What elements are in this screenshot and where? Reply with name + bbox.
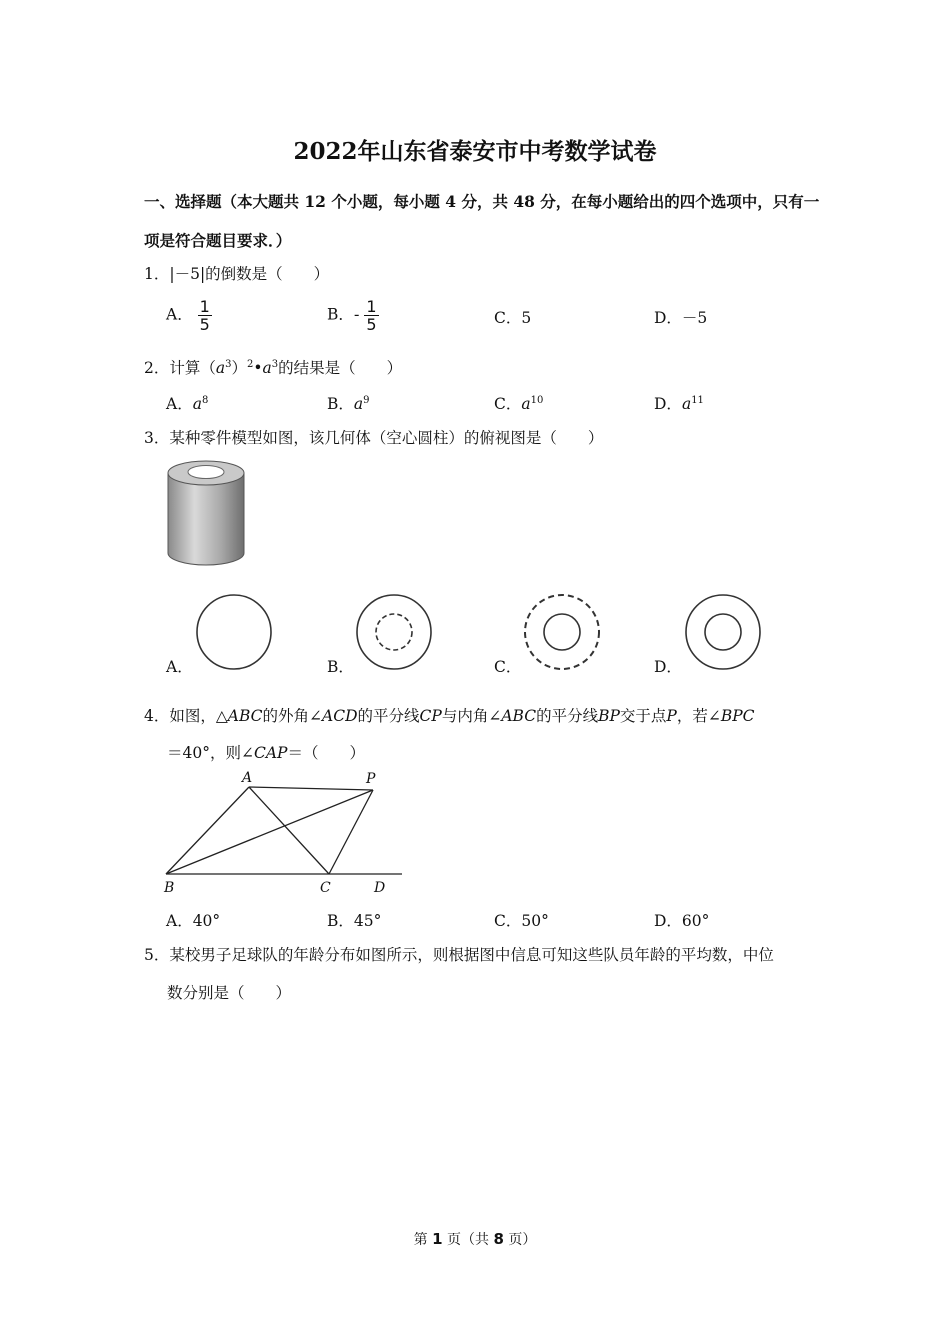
q1-option-b-denominator: 5 bbox=[366, 315, 377, 334]
figure-label-b: B bbox=[164, 880, 175, 896]
q1-option-a-denominator: 5 bbox=[199, 315, 210, 334]
q2-option-d-exp: 11 bbox=[691, 395, 704, 406]
q4-cap: CAP bbox=[253, 744, 288, 762]
q3-option-d-label: D． bbox=[654, 658, 682, 676]
q2-option-d bbox=[654, 392, 704, 414]
q4-abc-2: ABC bbox=[501, 707, 537, 725]
figure-label-a: A bbox=[242, 770, 253, 786]
q4-bpc: BPC bbox=[720, 707, 755, 725]
question-5-stem-line2: 数分别是（ ） bbox=[167, 984, 292, 1002]
q1-option-a-numerator: 1 bbox=[199, 297, 210, 316]
q1-option-b-numerator: 1 bbox=[366, 297, 377, 316]
q4-option-b: B．45° bbox=[327, 912, 382, 930]
question-2-stem bbox=[144, 356, 402, 378]
q4-text-9: ＝（ ） bbox=[287, 744, 365, 762]
q2-exp2: 2 bbox=[247, 359, 254, 370]
q4-text-2: 的外角∠ bbox=[262, 707, 323, 725]
footer-text-1: 第 bbox=[413, 1232, 433, 1248]
q2-option-a-label: A． bbox=[166, 395, 193, 413]
q2-option-c-exp: 10 bbox=[530, 395, 544, 406]
figure-label-p: P bbox=[366, 771, 376, 787]
question-1-stem: 1．|－5|的倒数是（ ） bbox=[144, 265, 330, 283]
q4-text-3: 的平分线 bbox=[357, 707, 420, 725]
footer-page-number: 1 bbox=[432, 1230, 443, 1248]
figure-label-d: D bbox=[374, 880, 386, 896]
q2-prefix: 2．计算（ bbox=[144, 359, 216, 377]
q2-option-b bbox=[327, 392, 370, 414]
question-3-stem: 3．某种零件模型如图，该几何体（空心圆柱）的俯视图是（ ） bbox=[144, 429, 604, 447]
q3-option-a-figure bbox=[194, 592, 274, 672]
q2-var: a bbox=[215, 359, 226, 377]
q3-option-b-figure bbox=[354, 592, 434, 672]
triangle-bisector-figure bbox=[160, 766, 410, 898]
q2-var2: a bbox=[262, 359, 272, 377]
q1-option-a-label: A． bbox=[166, 305, 193, 324]
q4-point-p: P bbox=[666, 707, 677, 725]
q2-exp1: 3 bbox=[225, 359, 232, 370]
q2-option-d-label: D． bbox=[654, 395, 682, 413]
q4-acd: ACD bbox=[322, 707, 358, 725]
q1-option-a bbox=[166, 298, 212, 333]
q2-option-b-label: B． bbox=[327, 395, 354, 413]
q2-option-a-var: a bbox=[192, 395, 202, 413]
q4-text-7: ，若∠ bbox=[676, 707, 721, 725]
q1-option-c: C．5 bbox=[494, 309, 532, 327]
section-heading-line1: 一、选择题（本大题共 12 个小题，每小题 4 分，共 48 分，在每小题给出的四个选项中，只有一 bbox=[144, 192, 820, 211]
hollow-cylinder-figure bbox=[162, 455, 252, 571]
q4-text-4: 与内角∠ bbox=[441, 707, 502, 725]
footer-text-2: 页（共 bbox=[442, 1232, 494, 1248]
q1-option-d: D．－5 bbox=[654, 309, 708, 327]
q2-option-d-var: a bbox=[681, 395, 692, 413]
q1-option-b-fraction bbox=[364, 298, 378, 333]
q2-dot: • bbox=[253, 359, 263, 377]
page-title: 2022年山东省泰安市中考数学试卷 bbox=[293, 138, 657, 165]
question-4-stem-line1 bbox=[144, 704, 755, 726]
q2-option-a bbox=[166, 392, 208, 414]
q3-option-c-label: C． bbox=[494, 658, 522, 676]
q4-text-5: 的平分线 bbox=[536, 707, 599, 725]
q1-option-b-sign: - bbox=[353, 305, 360, 324]
q4-bp: BP bbox=[598, 707, 620, 725]
q1-option-a-fraction bbox=[198, 298, 212, 333]
page-footer bbox=[0, 1229, 950, 1249]
q4-option-a: A．40° bbox=[166, 912, 221, 930]
q4-text-6: 交于点 bbox=[619, 707, 667, 725]
question-5-stem-line1: 5．某校男子足球队的年龄分布如图所示，则根据图中信息可知这些队员年龄的平均数，中位 bbox=[144, 946, 774, 964]
q4-option-d: D．60° bbox=[654, 912, 710, 930]
q2-option-b-exp: 9 bbox=[363, 395, 370, 406]
footer-total-pages: 8 bbox=[493, 1230, 504, 1248]
q2-mid: ） bbox=[231, 359, 248, 377]
figure-label-c: C bbox=[320, 880, 331, 896]
q1-option-b-label: B． bbox=[327, 305, 354, 324]
q4-text-8: ＝40°，则∠ bbox=[167, 744, 254, 762]
q2-option-c-label: C． bbox=[494, 395, 522, 413]
q2-option-a-exp: 8 bbox=[201, 395, 209, 406]
question-4-stem-line2 bbox=[167, 741, 365, 763]
q4-cp: CP bbox=[419, 707, 442, 725]
q3-option-d-figure bbox=[683, 592, 763, 672]
q1-option-b bbox=[327, 298, 379, 333]
q3-option-a-label: A． bbox=[166, 658, 193, 676]
q3-option-c-figure bbox=[522, 592, 602, 672]
footer-text-3: 页） bbox=[503, 1232, 537, 1248]
q2-exp3: 3 bbox=[271, 359, 279, 370]
q4-text-1: 4．如图，△ bbox=[144, 707, 228, 725]
q4-option-c: C．50° bbox=[494, 912, 549, 930]
q2-option-c-var: a bbox=[521, 395, 531, 413]
q2-option-b-var: a bbox=[353, 395, 364, 413]
section-heading-line2: 项是符合题目要求．） bbox=[144, 231, 292, 250]
q3-option-b-label: B． bbox=[327, 658, 354, 676]
q2-suffix: 的结果是（ ） bbox=[278, 359, 403, 377]
q4-abc-1: ABC bbox=[227, 707, 263, 725]
q2-option-c bbox=[494, 392, 543, 414]
